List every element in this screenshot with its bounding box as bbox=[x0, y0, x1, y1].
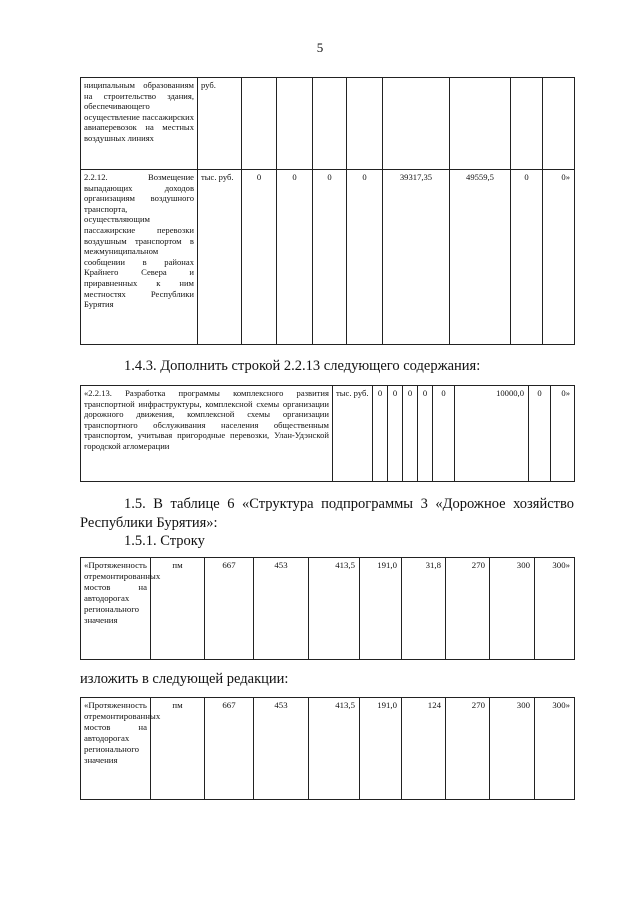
table-row bbox=[81, 386, 575, 482]
table-row bbox=[81, 698, 575, 800]
table-row-new bbox=[80, 697, 575, 800]
value-cell: 0 bbox=[433, 386, 455, 482]
value-cell: 300 bbox=[490, 558, 535, 660]
value-cell: 0 bbox=[373, 386, 388, 482]
value-cell: 49559,5 bbox=[450, 170, 511, 345]
value-cell: 31,8 bbox=[402, 558, 446, 660]
value-cell: 10000,0 bbox=[455, 386, 529, 482]
value-cell: 453 bbox=[254, 558, 309, 660]
value-cell: 124 bbox=[402, 698, 446, 800]
value-cell: 0» bbox=[551, 386, 575, 482]
value-cell: 0 bbox=[511, 170, 543, 345]
value-cell: 0 bbox=[242, 170, 277, 345]
row-name: 2.2.12. Возмещение выпадающих доходов организациям воздушного транспорта, осуществляющим пассажирские перевозки воздушным транспортом в межмуниципальном сообщении в районах Крайнего Севера и приравненных к ним местностях Республики Бурятия bbox=[81, 170, 198, 345]
value-cell: 0 bbox=[403, 386, 418, 482]
value-cell: 0 bbox=[418, 386, 433, 482]
value-cell bbox=[242, 78, 277, 170]
value-cell: 667 bbox=[205, 558, 254, 660]
value-cell: 413,5 bbox=[309, 698, 360, 800]
row-unit: руб. bbox=[198, 78, 242, 170]
value-cell: 413,5 bbox=[309, 558, 360, 660]
row-unit: тыс. руб. bbox=[198, 170, 242, 345]
paragraph-1-5-1: 1.5.1. Строку bbox=[124, 533, 205, 549]
table-subprogram-continuation bbox=[80, 77, 575, 345]
value-cell: 0 bbox=[347, 170, 383, 345]
row-name: «2.2.13. Разработка программы комплексного развития транспортной инфраструктуры, комплексной схемы организации дорожного движения, комплексной схемы организации транспортного обслуживания населения общественным транспортом, учитывая пригородные перевозки, Улан-Удэнской городской агломерации bbox=[81, 386, 333, 482]
value-cell bbox=[511, 78, 543, 170]
row-name: «Протяженность отремонтированных мостов на автодорогах регионального значения bbox=[81, 698, 151, 800]
table-row bbox=[81, 78, 575, 170]
paragraph-1-5: 1.5. В таблице 6 «Структура подпрограммы 3 «Дорожное хозяйство Республики Бурятия»: bbox=[80, 496, 574, 531]
value-cell: 453 bbox=[254, 698, 309, 800]
value-cell bbox=[347, 78, 383, 170]
value-cell: 191,0 bbox=[360, 698, 402, 800]
value-cell: 191,0 bbox=[360, 558, 402, 660]
value-cell: 0 bbox=[313, 170, 347, 345]
page-number: 5 bbox=[316, 40, 324, 55]
row-unit: пм bbox=[151, 558, 205, 660]
value-cell: 0 bbox=[529, 386, 551, 482]
table-row bbox=[81, 558, 575, 660]
value-cell: 270 bbox=[446, 698, 490, 800]
value-cell: 667 bbox=[205, 698, 254, 800]
value-cell: 0» bbox=[543, 170, 575, 345]
value-cell: 270 bbox=[446, 558, 490, 660]
value-cell bbox=[277, 78, 313, 170]
table-row-old bbox=[80, 557, 575, 660]
paragraph-1-4-3: 1.4.3. Дополнить строкой 2.2.13 следующего содержания: bbox=[124, 358, 481, 374]
value-cell bbox=[543, 78, 575, 170]
value-cell: 300» bbox=[535, 558, 575, 660]
value-cell: 300» bbox=[535, 698, 575, 800]
paragraph-new-edition: изложить в следующей редакции: bbox=[80, 671, 289, 687]
value-cell: 300 bbox=[490, 698, 535, 800]
table-row bbox=[81, 170, 575, 345]
table-row-2-2-13 bbox=[80, 385, 575, 482]
value-cell bbox=[313, 78, 347, 170]
value-cell bbox=[383, 78, 450, 170]
value-cell: 0 bbox=[388, 386, 403, 482]
row-name: ниципальным образованиям на строительство здания, обеспечивающего осуществление пассажирских авиаперевозок на местных воздушных линиях bbox=[81, 78, 198, 170]
row-unit: тыс. руб. bbox=[333, 386, 373, 482]
value-cell: 39317,35 bbox=[383, 170, 450, 345]
row-unit: пм bbox=[151, 698, 205, 800]
value-cell: 0 bbox=[277, 170, 313, 345]
row-name: «Протяженность отремонтированных мостов на автодорогах регионального значения bbox=[81, 558, 151, 660]
value-cell bbox=[450, 78, 511, 170]
